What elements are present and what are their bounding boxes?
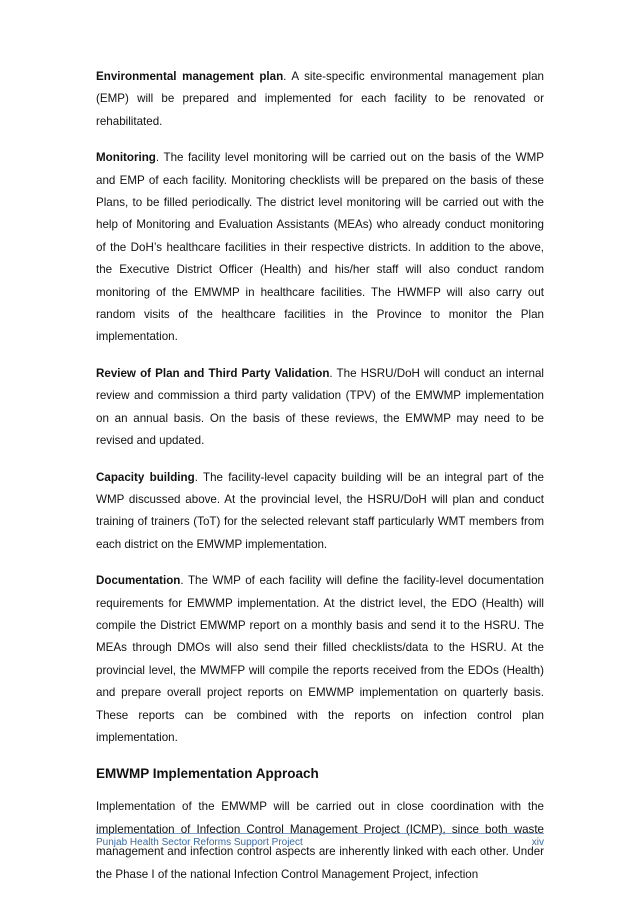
paragraph-title: Capacity building bbox=[96, 470, 195, 484]
paragraph-title: Documentation bbox=[96, 574, 181, 588]
paragraph-environmental-management-plan bbox=[96, 66, 544, 133]
page-number: xiv bbox=[531, 837, 544, 848]
paragraph-capacity-building bbox=[96, 467, 544, 557]
paragraph-title: Monitoring bbox=[96, 151, 156, 165]
paragraph-text: . A site-specific environmental management plan (EMP) will be prepared and implemented for each facility to be renovated or rehabilitated. bbox=[96, 70, 544, 128]
paragraph-title: Environmental management plan bbox=[96, 70, 284, 83]
paragraph-text: . The facility-level capacity building will be an integral part of the WMP discussed above. At the provincial level, the HSRU/DoH will plan and conduct training of trainers (ToT) for the selected relevant staff particularly WMT members from each district on the EMWMP implementation. bbox=[96, 470, 544, 551]
paragraph-review-validation bbox=[96, 363, 544, 453]
paragraph-text: . The HSRU/DoH will conduct an internal review and commission a third party validation (TPV) of the EMWMP implementation on an annual basis. On the basis of these reviews, the EMWMP may need to be revised and updated. bbox=[96, 366, 544, 448]
section-heading: EMWMP Implementation Approach bbox=[96, 766, 319, 782]
paragraph-documentation bbox=[96, 570, 544, 749]
paragraph-title: Review of Plan and Third Party Validation bbox=[96, 366, 330, 380]
page-footer bbox=[96, 837, 544, 848]
page-body bbox=[96, 66, 544, 900]
footer-project-name: Punjab Health Sector Reforms Support Project bbox=[96, 837, 303, 848]
section-paragraph: Implementation of the EMWMP will be carried out in close coordination with the implementation of Infection Control Management Project (ICMP), since both waste management and infection control aspects are inherently linked with each other. Under the Phase I of the national Infection Control Management Project, infection bbox=[96, 800, 544, 881]
paragraph-monitoring bbox=[96, 147, 544, 349]
paragraph-text: . The facility level monitoring will be carried out on the basis of the WMP and EMP of each facility. Monitoring checklists will be prepared on the basis of these Plans, to be filled periodically. The district level monitoring will be carried out with the help of Monitoring and Evaluation Assistants (MEAs) who already conduct monitoring of the DoH’s healthcare facilities in their respective districts. In addition to the above, the Executive District Officer (Health) and his/her staff will also conduct random monitoring of the EMWMP in healthcare facilities. The HWMFP will also carry out random visits of the healthcare facilities in the Province to monitor the Plan implementation. bbox=[96, 151, 544, 344]
footer-divider bbox=[96, 833, 544, 834]
paragraph-text: . The WMP of each facility will define the facility-level documentation requirements for EMWMP implementation. At the district level, the EDO (Health) will compile the District EMWMP report on a monthly basis and send it to the HSRU. The MEAs through DMOs will also send their filled checklists/data to the HSRU. At the provincial level, the MWMFP will compile the reports received from the EDOs (Health) and prepare overall project reports on EMWMP implementation on quarterly basis. These reports can be combined with the reports on infection control plan implementation. bbox=[96, 574, 544, 744]
